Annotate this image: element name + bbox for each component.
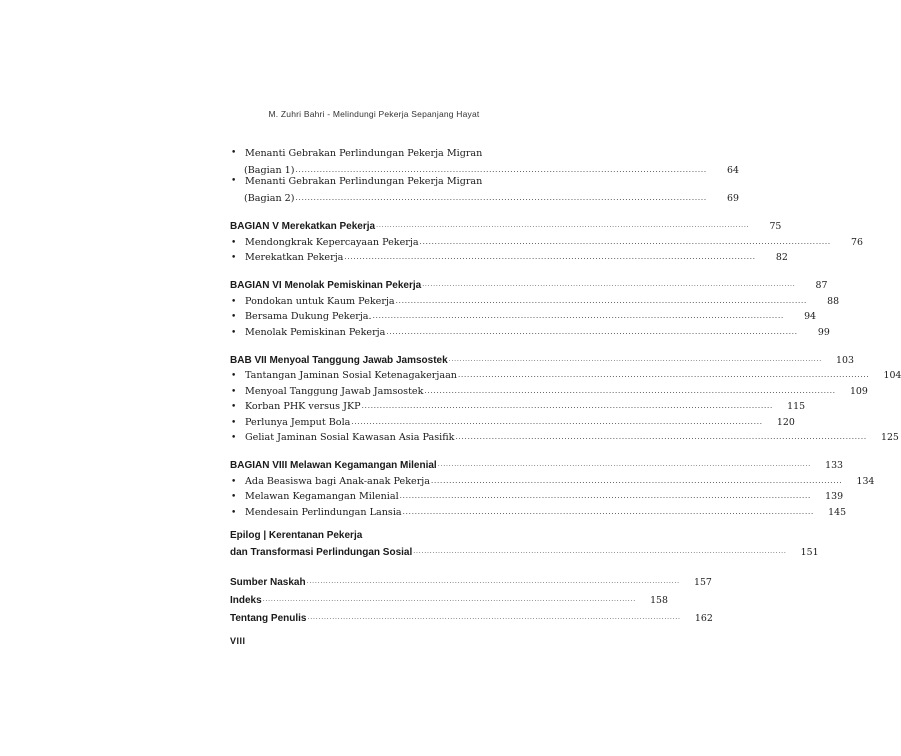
toc-page-number: 125 bbox=[880, 432, 899, 443]
toc-section-heading bbox=[230, 275, 828, 291]
toc-section-heading bbox=[230, 588, 668, 606]
toc-entry bbox=[230, 366, 901, 382]
toc-page-number: 87 bbox=[815, 280, 828, 291]
section-title: BAGIAN VIII Melawan Kegamangan Milenial bbox=[230, 460, 437, 471]
toc-page-number: 133 bbox=[825, 460, 844, 471]
dot-leader: ........................................................................................................................................ bbox=[430, 476, 843, 485]
toc-epilog-heading bbox=[230, 529, 819, 558]
bullet-icon: • bbox=[231, 492, 237, 502]
dot-leader: ........................................................................................................................................ bbox=[399, 492, 812, 500]
toc-page-number: 94 bbox=[804, 311, 817, 322]
section-title: Epilog | Kerentanan Pekerja bbox=[230, 529, 363, 541]
dot-leader: ........................................................................................................................................ bbox=[455, 433, 867, 441]
section-title: Sumber Naskah bbox=[230, 576, 306, 588]
toc-page-number: 64 bbox=[727, 165, 739, 176]
section-title: Indeks bbox=[230, 594, 262, 606]
toc-entry bbox=[230, 307, 817, 323]
toc-entry bbox=[230, 471, 875, 487]
toc-page-number: 75 bbox=[769, 221, 782, 232]
toc-entry-title: Korban PHK versus JKP bbox=[245, 401, 361, 412]
toc-entry-title: Menolak Pemiskinan Pekerja bbox=[245, 326, 386, 338]
toc-page-number: 139 bbox=[825, 491, 844, 502]
bullet-icon: • bbox=[231, 237, 237, 248]
toc-page-number: 120 bbox=[776, 416, 795, 428]
toc-section-heading bbox=[230, 570, 712, 588]
toc-entry-title: Menanti Gebrakan Perlindungan Pekerja Migran bbox=[245, 148, 483, 159]
toc-entry bbox=[230, 148, 739, 176]
bullet-icon: • bbox=[231, 417, 237, 428]
toc-entry bbox=[230, 232, 863, 248]
dot-leader: ........................................................................................................................................ bbox=[295, 166, 707, 174]
toc-entry-title: Tantangan Jaminan Sosial Ketenagakerjaan bbox=[245, 370, 457, 381]
running-header: M. Zuhri Bahri - Melindungi Pekerja Sepanjang Hayat bbox=[268, 109, 480, 119]
toc-entry-title: Mendesain Perlindungan Lansia bbox=[245, 506, 402, 518]
bullet-icon: • bbox=[231, 386, 237, 397]
toc-entry-title: Mendongkrak Kepercayaan Pekerja bbox=[245, 236, 419, 248]
dot-leader: ........................................................................................................................................ bbox=[457, 371, 870, 379]
toc-entry-title: Melawan Kegamangan Milenial bbox=[245, 491, 399, 502]
toc-page-number: 115 bbox=[787, 401, 806, 412]
toc-page-number: 82 bbox=[775, 252, 788, 263]
dot-leader: ........................................................................................................................................ bbox=[422, 281, 796, 288]
dot-leader: ........................................................................................................................................ bbox=[413, 547, 787, 555]
section-title-cont: dan Transformasi Perlindungan Sosial bbox=[230, 546, 413, 558]
bullet-icon: • bbox=[231, 476, 237, 487]
section-title: BAB VII Menyoal Tanggung Jawab Jamsostek bbox=[230, 354, 448, 366]
bullet-icon: • bbox=[231, 371, 237, 381]
bullet-icon: • bbox=[231, 402, 237, 412]
toc-page-number: 88 bbox=[827, 295, 840, 307]
toc-entry bbox=[230, 322, 830, 338]
bullet-icon: • bbox=[231, 253, 237, 263]
toc-page-number: 145 bbox=[828, 506, 847, 518]
dot-leader: ........................................................................................................................................ bbox=[372, 312, 785, 320]
page-folio: VIII bbox=[230, 636, 246, 646]
dot-leader: ........................................................................................................................................ bbox=[306, 577, 680, 585]
toc-entry-title: Pondokan untuk Kaum Pekerja bbox=[245, 295, 395, 307]
toc-entry-title-cont: (Bagian 2) bbox=[244, 193, 295, 204]
toc-section-heading bbox=[230, 606, 713, 624]
toc-page-number: 162 bbox=[694, 612, 713, 624]
toc-page-number: 104 bbox=[883, 370, 901, 381]
section-title: BAGIAN V Merekatkan Pekerja bbox=[230, 221, 376, 232]
dot-leader: ........................................................................................................................................ bbox=[395, 296, 808, 305]
dot-leader: ........................................................................................................................................ bbox=[295, 194, 707, 202]
dot-leader: ........................................................................................................................................ bbox=[448, 355, 822, 363]
dot-leader: ........................................................................................................................................ bbox=[402, 507, 815, 516]
toc-entry-title: Menanti Gebrakan Perlindungan Pekerja Migran bbox=[245, 176, 483, 187]
toc-entry bbox=[230, 412, 795, 428]
toc-section-heading bbox=[230, 455, 844, 471]
toc-entry-title: Merekatkan Pekerja bbox=[245, 252, 344, 263]
toc-page-number: 134 bbox=[856, 475, 875, 487]
section-title: BAGIAN VI Menolak Pemiskinan Pekerja bbox=[230, 280, 422, 291]
table-of-contents bbox=[230, 148, 901, 624]
dot-leader: ........................................................................................................................................ bbox=[386, 327, 798, 336]
bullet-icon: • bbox=[231, 327, 237, 338]
toc-entry bbox=[230, 176, 739, 204]
dot-leader: ........................................................................................................................................ bbox=[344, 253, 756, 261]
bullet-icon: • bbox=[231, 148, 237, 158]
bullet-icon: • bbox=[231, 296, 237, 307]
toc-page-number: 109 bbox=[849, 385, 868, 397]
dot-leader: ........................................................................................................................................ bbox=[424, 386, 836, 395]
toc-page-number: 69 bbox=[727, 193, 739, 204]
bullet-icon: • bbox=[231, 176, 237, 186]
toc-entry-title: Perlunya Jemput Bola bbox=[245, 416, 351, 428]
toc-entry-title-cont: (Bagian 1) bbox=[244, 165, 295, 176]
bullet-icon: • bbox=[231, 312, 237, 322]
toc-entry-title: Geliat Jaminan Sosial Kawasan Asia Pasifik bbox=[245, 432, 455, 443]
toc-entry bbox=[230, 502, 847, 518]
toc-page-number: 99 bbox=[817, 326, 830, 338]
toc-entry bbox=[230, 428, 899, 444]
toc-page-number: 76 bbox=[851, 236, 863, 248]
toc-section-heading bbox=[230, 350, 854, 366]
toc-page-number: 103 bbox=[836, 354, 854, 366]
toc-entry bbox=[230, 248, 788, 264]
dot-leader: ........................................................................................................................................ bbox=[376, 222, 750, 229]
toc-entry-title: Ada Beasiswa bagi Anak-anak Pekerja bbox=[245, 475, 430, 487]
bullet-icon: • bbox=[231, 507, 237, 518]
bullet-icon: • bbox=[231, 433, 237, 443]
section-title: Tentang Penulis bbox=[230, 612, 307, 624]
toc-page-number: 151 bbox=[800, 546, 819, 558]
dot-leader: ........................................................................................................................................ bbox=[419, 237, 831, 246]
toc-entry-title: Menyoal Tanggung Jawab Jamsostek bbox=[245, 385, 424, 397]
dot-leader: ........................................................................................................................................ bbox=[351, 417, 763, 426]
toc-entry bbox=[230, 291, 840, 307]
dot-leader: ........................................................................................................................................ bbox=[307, 613, 681, 621]
toc-entry bbox=[230, 487, 844, 503]
toc-page-number: 157 bbox=[693, 576, 712, 588]
dot-leader: ........................................................................................................................................ bbox=[361, 402, 774, 410]
dot-leader: ........................................................................................................................................ bbox=[262, 595, 636, 603]
dot-leader: ........................................................................................................................................ bbox=[437, 461, 812, 468]
toc-entry bbox=[230, 397, 806, 413]
toc-entry-title: Bersama Dukung Pekerja. bbox=[245, 311, 372, 322]
toc-entry bbox=[230, 381, 868, 397]
toc-page-number: 158 bbox=[650, 594, 668, 606]
toc-section-heading bbox=[230, 216, 782, 232]
